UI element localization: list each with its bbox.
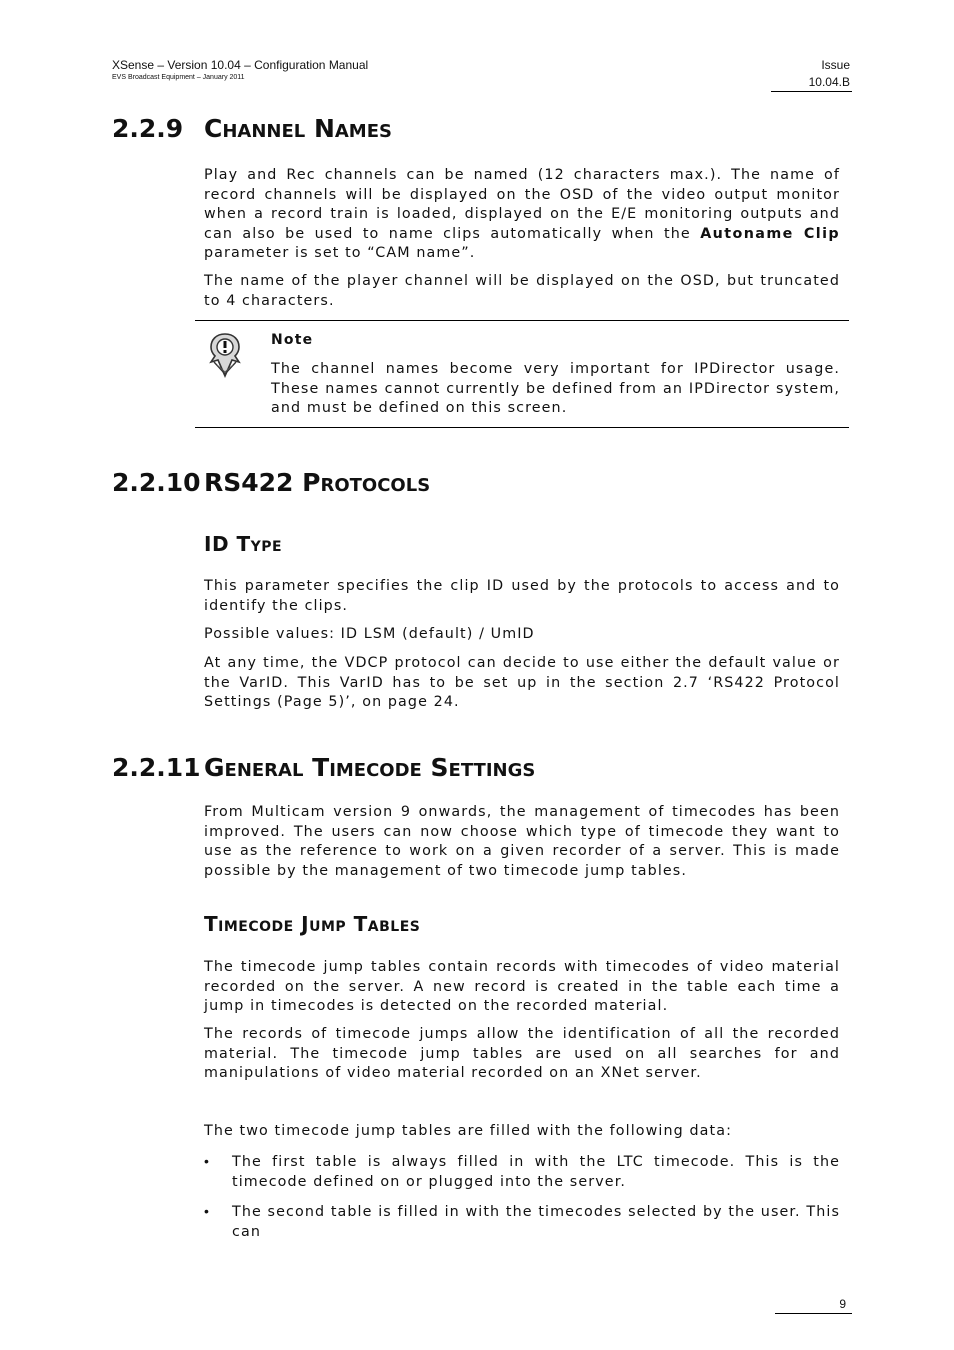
paragraph-text: Play and Rec channels can be named (12 characters max.). The name of record channels will be displayed on the OSD of the video output monitor when a record train is loaded, displayed on the E/E monitoring outputs and can also be used to name clips automatically when the [204, 167, 840, 242]
section-title: General Timecode Settings [204, 753, 536, 782]
section-title: Channel Names [204, 114, 392, 143]
header-issue-version: 10.04.B [808, 75, 850, 89]
bullet-item: The second table is filled in with the timecodes selected by the user. This can [232, 1204, 840, 1240]
paragraph-channel-names [204, 166, 840, 264]
page-number: 9 [839, 1297, 846, 1311]
paragraph-jump-tables: The timecode jump tables contain records with timecodes of video material recorded on the server. A new record is created in the table each time a jump in timecodes is detected on the recorded material. [204, 959, 840, 1014]
section-heading-general-timecode-settings [112, 753, 535, 782]
header-issue-label: Issue [821, 58, 850, 72]
header-subtitle: EVS Broadcast Equipment – January 2011 [112, 74, 245, 81]
section-number: 2.2.10 [112, 468, 201, 497]
paragraph-multicam: From Multicam version 9 onwards, the management of timecodes has been improved. The users can now choose which type of timecode they want to use as the reference to work on a given recorder of a server. This is made possible by the management of two timecode jump tables. [204, 804, 840, 879]
section-number: 2.2.9 [112, 114, 184, 143]
bullet-marker: • [204, 1203, 209, 1219]
header-divider [771, 91, 852, 92]
header-title: XSense – Version 10.04 – Configuration Manual [112, 58, 369, 72]
section-heading-channel-names [112, 114, 392, 143]
paragraph-possible-values: Possible values: ID LSM (default) / UmID [204, 626, 535, 642]
section-title-plain: RS422 [204, 468, 303, 497]
note-bottom-rule [195, 427, 849, 428]
bullet-item: The first table is always filled in with the LTC timecode. This is the timecode defined on or plugged into the server. [232, 1154, 840, 1190]
note-icon [206, 332, 244, 378]
paragraph-vdcp: At any time, the VDCP protocol can decide to use either the default value or the VarID. This VarID has to be set up in the section 2.7 ‘RS422 Protocol Settings (Page 5)’, on page 24. [204, 655, 840, 710]
note-top-rule [195, 320, 849, 321]
note-text: The channel names become very important for IPDirector usage. These names cannot currently be defined from an IPDirector system, and must be defined on this screen. [271, 361, 840, 416]
section-title-smallcaps: Protocols [302, 468, 431, 497]
section-number: 2.2.11 [112, 753, 201, 782]
subsection-heading-id-type: ID Type [204, 532, 283, 556]
paragraph-id-type: This parameter specifies the clip ID used by the protocols to access and to identify the clips. [204, 578, 840, 614]
paragraph-player-channel: The name of the player channel will be displayed on the OSD, but truncated to 4 characters. [204, 273, 840, 309]
section-heading-rs422-protocols [112, 468, 430, 497]
footer-divider [775, 1313, 852, 1314]
subsection-heading-timecode-jump-tables: Timecode Jump Tables [204, 912, 421, 936]
paragraph-two-tables: The two timecode jump tables are filled with the following data: [204, 1123, 732, 1139]
note-title: Note [271, 332, 314, 348]
paragraph-jump-records: The records of timecode jumps allow the identification of all the recorded material. The timecode jump tables are used on all searches for and manipulations of video material recorded on an XNet server. [204, 1026, 840, 1081]
bold-term: Autoname Clip [700, 225, 840, 242]
bullet-marker: • [204, 1153, 209, 1169]
paragraph-text: parameter is set to “CAM name”. [204, 245, 476, 261]
